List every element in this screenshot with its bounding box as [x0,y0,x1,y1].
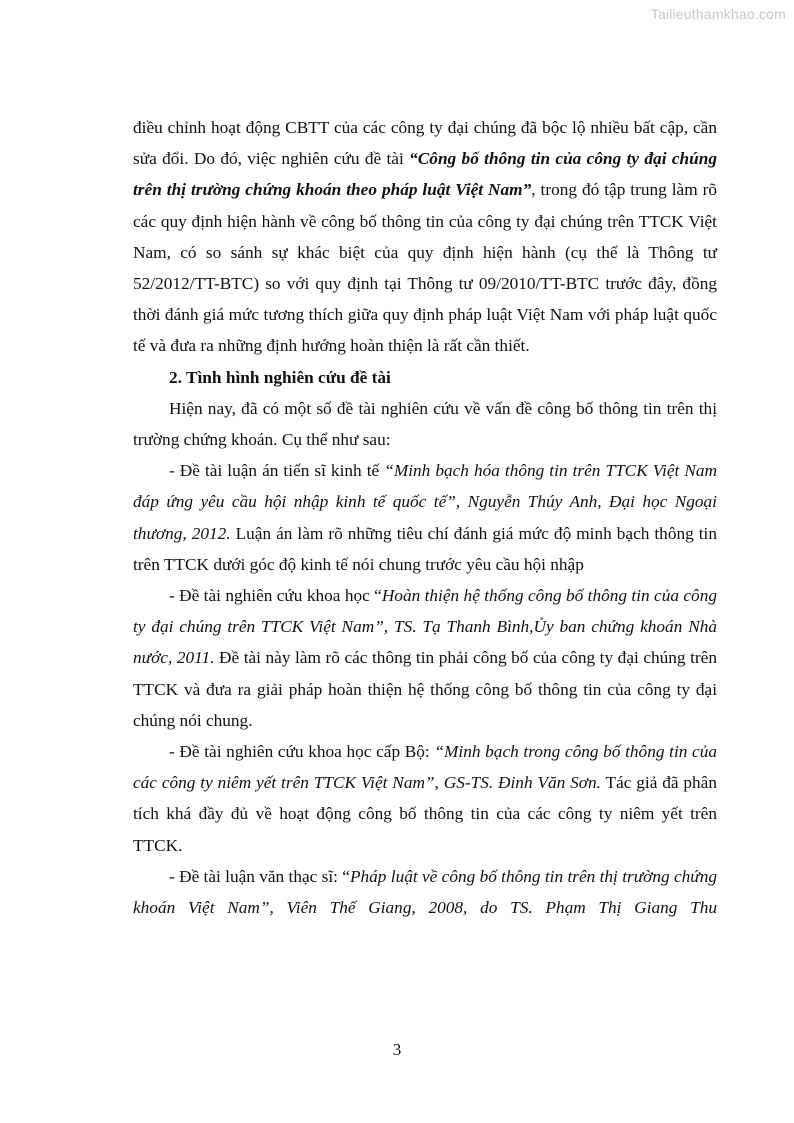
item-text: Tác giả đã phân tích khá đầy đủ về hoạt động công bố thông tin của các công ty niêm yết trên TTCK. [133,773,717,855]
list-item [133,455,717,580]
watermark: Tailieuthamkhao.com [650,6,786,22]
item-text: Đề tài này làm rõ các thông tin phải công bố của công ty đại chúng trên TTCK và đưa ra giải pháp hoàn thiện hệ thống công bố thông tin của công ty đại chúng nói chung. [133,648,717,730]
page-body [133,112,717,923]
list-item [133,736,717,861]
list-item [133,580,717,736]
item-lead: - Đề tài luận văn thạc sĩ: “ [169,866,350,886]
item-citation: “Minh bạch trong công bố thông tin của các công ty niêm yết trên TTCK Việt Nam”, GS-TS. Đinh Văn Sơn. [133,742,718,793]
section-heading: 2. Tình hình nghiên cứu đề tài [169,367,391,387]
item-lead: - Đề tài nghiên cứu khoa học cấp Bộ: [169,742,435,762]
paragraph-text: , trong đó tập trung làm rõ các quy định hiện hành về công bố thông tin của công ty đại chúng trên TTCK Việt Nam, có so sánh sự khác biệt của quy định hiện hành (cụ thể là Thông tư 52/2012/TT-BTC) so với quy định tại Thông tư 09/2010/TT-BTC trước đây, đồng thời đánh giá mức tương thích giữa quy định pháp luật Việt Nam với pháp luật quốc tế và đưa ra những định hướng hoàn thiện là rất cần thiết. [133,180,718,356]
paragraph-continuation [133,112,717,362]
item-text: Luận án làm rõ những tiêu chí đánh giá mức độ minh bạch thông tin trên TTCK dưới góc độ kinh tế nói chung trước yêu cầu hội nhập [133,523,717,574]
page-number: 3 [392,1040,402,1059]
item-citation: Hoàn thiện hệ thống công bố thông tin của công ty đại chúng trên TTCK Việt Nam”, TS. Tạ Thanh Bình,Ủy ban chứng khoán Nhà nước, 2011. [133,586,717,668]
item-lead: - Đề tài luận án tiến sĩ kinh tế [169,461,385,481]
list-item [133,861,717,923]
research-title: “Công bố thông tin của công ty đại chúng trên thị trường chứng khoán theo pháp luật Việt Nam” [133,149,717,200]
item-citation: “Minh bạch hóa thông tin trên TTCK Việt Nam đáp ứng yêu cầu hội nhập kinh tế quốc tế”, Nguyễn Thúy Anh, Đại học Ngoại thương, 2012. [133,461,718,543]
paragraph-text: điều chỉnh hoạt động CBTT của các công ty đại chúng đã bộc lộ nhiều bất cập, cần sửa đổi. Do đó, việc nghiên cứu đề tài [133,118,717,169]
intro-paragraph: Hiện nay, đã có một số đề tài nghiên cứu về vấn đề công bố thông tin trên thị trường chứng khoán. Cụ thể như sau: [133,398,717,450]
item-lead: - Đề tài nghiên cứu khoa học “ [169,586,382,606]
item-citation: Pháp luật về công bố thông tin trên thị trường chứng khoán Việt Nam”, Viên Thế Giang, 2008, do TS. Phạm Thị Giang Thu [133,866,717,918]
